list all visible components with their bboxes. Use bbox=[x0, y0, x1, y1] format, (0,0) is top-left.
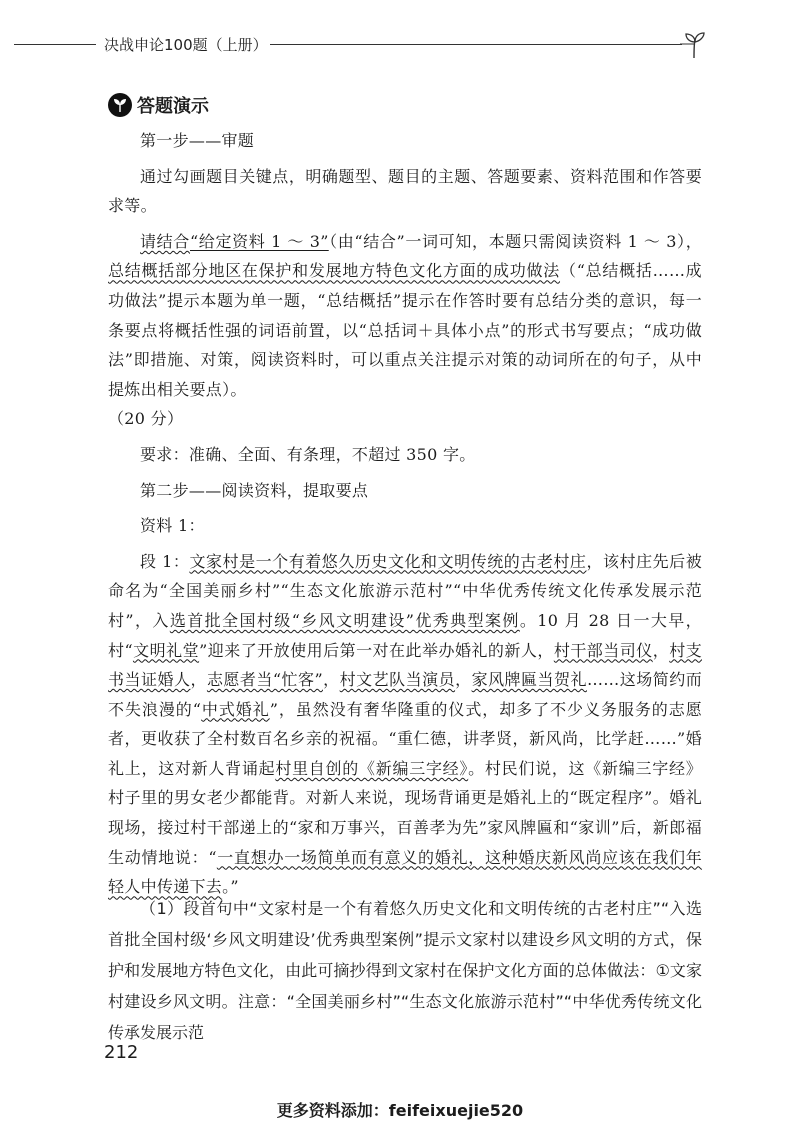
para-s16: 家风牌匾当贺礼 bbox=[471, 670, 587, 690]
para-s13: ， bbox=[323, 670, 340, 690]
header-rule-right bbox=[270, 44, 682, 45]
para-s10: 村支书当证婚人 bbox=[108, 640, 702, 690]
para-s09: ， bbox=[652, 640, 670, 660]
para-s01: 段 1： bbox=[140, 551, 190, 571]
q-c: （由“结合”一词可知，本题只需阅读资料 1 ～ 3）， bbox=[328, 231, 703, 251]
step1-intro: 通过勾画题目关键点，明确题型、题目的主题、答题要素、资料范围和作答要求等。 bbox=[108, 166, 702, 216]
book-title: 决战申论100题（上册） bbox=[104, 36, 268, 54]
para-s06: 文明礼堂 bbox=[132, 640, 200, 660]
page-number: 212 bbox=[104, 1042, 139, 1063]
para-s19: ”，虽然没有奢华隆重的仪式，却多了不少义务服务的志愿者，更收获了全村数百名乡亲的祝福。“重仁德，讲孝贤，新风尚，比学赶……”婚礼上，这对新人背诵起 bbox=[108, 699, 703, 778]
para-s02: 文家村是一个有着悠久历史文化和文明传统的古老村庄 bbox=[189, 551, 587, 571]
para-s18: 中式婚礼 bbox=[201, 699, 270, 719]
analysis-text: （1）段首句中“文家村是一个有着悠久历史文化和文明传统的古老村庄”“入选首批全国村级‘乡风文明建设’优秀典型案例”提示文家村以建设乡风文明的方式，保护和发展地方特色文化，由此可摘抄得到文家村在保护文化方面的总体做法：①文家村建设乡风文明。注意：“全国美丽乡村”“生态文化旅游示范村”“中华优秀传统文化传承发展示范 bbox=[108, 899, 702, 1042]
para-s23: 。” bbox=[222, 877, 239, 897]
sprout-icon bbox=[680, 30, 710, 60]
para-s20: 村里自创的《新编三字经》 bbox=[275, 758, 469, 778]
para-s05: 。10 月 28 日一大早，村“ bbox=[108, 610, 702, 660]
para-s21: 。村民们说，这《新编三字经》村子里的男女老少都能背。对新人来说，现场背诵更是婚礼上的“既定程序”。婚礼现场，接过村干部递上的“家和万事兴，百善孝为先”家风牌匾和“家训”后，新郎福生动情地说：“ bbox=[108, 758, 702, 867]
q-a: 请结合 bbox=[140, 231, 190, 251]
material-label: 资料 1： bbox=[140, 516, 205, 536]
leaf-badge-icon bbox=[108, 93, 132, 117]
q-e: （“总结概括……成功做法”提示本题为单一题，“总结概括”提示在作答时要有总结分类的意识，每一条要点将概括性强的词语前置，以“总括词＋具体小点”的形式书写要点；“成功做法”即措施、对策，阅读资料时，可以重点关注提示对策的动词所在的句子，从中提炼出相关要点）。 bbox=[108, 261, 702, 399]
requirements: 要求：准确、全面、有条理，不超过 350 字。 bbox=[140, 444, 476, 464]
para-s08: 村干部当司仪 bbox=[553, 640, 653, 660]
section-title-text: 答题演示 bbox=[137, 96, 209, 117]
step2-heading: 第二步——阅读资料，提取要点 bbox=[140, 480, 369, 500]
q-b: “给定资料 1 ～ 3” bbox=[189, 231, 329, 251]
running-header bbox=[0, 30, 800, 60]
step1-heading: 第一步——审题 bbox=[140, 131, 255, 150]
footer-note: 更多资料添加：feifeixuejie520 bbox=[276, 1101, 524, 1120]
para-s14: 村文艺队当演员 bbox=[339, 670, 456, 690]
para-s22: 一直想办一场简单而有意义的婚礼，这种婚庆新风尚应该在我们年轻人中传递下去 bbox=[108, 847, 703, 897]
q-f: （20 分） bbox=[108, 409, 184, 429]
para-s03: ，该村庄先后被命名为“全国美丽乡村”“生态文化旅游示范村”“中华优秀传统文化传承发展示范村”，入 bbox=[108, 551, 703, 630]
main-body bbox=[108, 126, 702, 902]
material-paragraph bbox=[108, 547, 702, 902]
para-s15: ， bbox=[455, 670, 472, 690]
header-rule-left bbox=[14, 44, 96, 45]
para-s12: 志愿者当“忙客” bbox=[206, 670, 323, 690]
para-s11: ， bbox=[190, 670, 207, 690]
para-s17: ……这场简约而不失浪漫的“ bbox=[108, 670, 703, 719]
q-d: 总结概括部分地区在保护和发展地方特色文化方面的成功做法 bbox=[108, 261, 561, 281]
analysis-block bbox=[108, 893, 702, 1048]
para-s07: ”迎来了开放使用后第一对在此举办婚礼的新人， bbox=[199, 640, 554, 660]
question-text bbox=[108, 227, 702, 434]
section-heading bbox=[108, 92, 209, 118]
para-s04: 选首批全国村级“乡风文明建设”优秀典型案例 bbox=[169, 610, 520, 630]
